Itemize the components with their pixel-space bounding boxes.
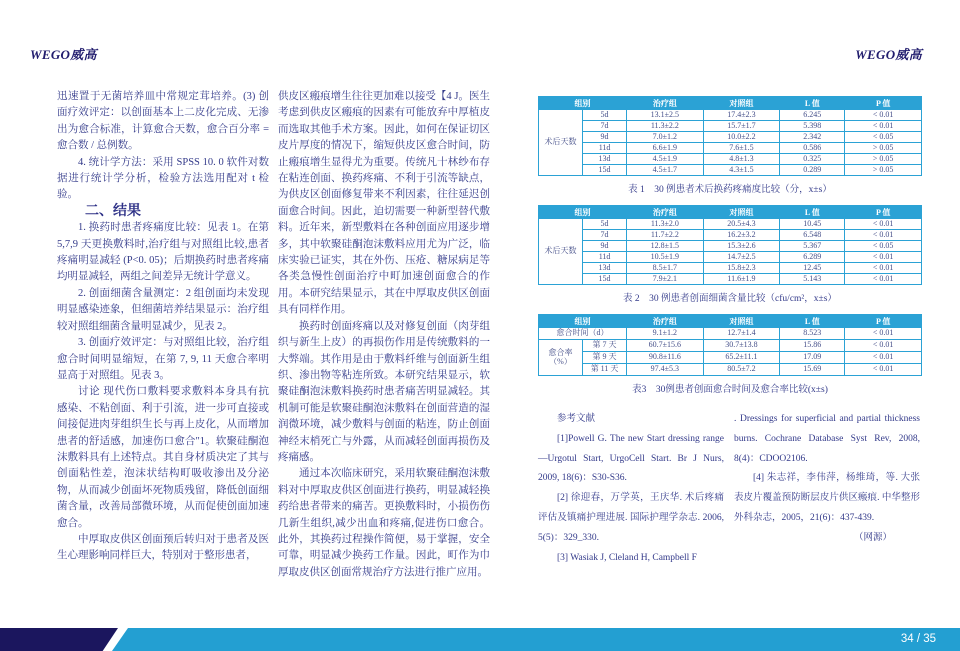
row-label-healing-time: 愈合时间（d）	[539, 328, 627, 340]
table-cell: 15.7±1.7	[703, 121, 780, 132]
table-row	[539, 340, 922, 352]
table-cell: 30.7±13.8	[703, 340, 780, 352]
page-number: 34 / 35	[900, 633, 936, 645]
table-1-header-row	[539, 97, 922, 110]
table-cell: 9d	[583, 241, 627, 252]
table-cell: 11.3±2.2	[627, 121, 704, 132]
table-cell: 15d	[583, 274, 627, 285]
table-cell: < 0.01	[845, 263, 922, 274]
paragraph: 供皮区瘢痕增生往往更加难以接受【4 J。医生考虑到供皮区瘢痕的因素有可能放弃中厚植皮而选取其他手术方案。因此，如何在保证切区皮片厚度的情况下，缩短供皮区愈合时间，防止瘢痕增生显得尤为重要。传统凡十林纱布存在粘连创面、换药疼痛、不利于引流等缺点，为供皮区创面修复带来不利因素，往往延迟创面愈合时间。因此，迫切需要一种新型替代敷料。近年来，新型敷料在各种创面应用逐步增多，其中软聚硅酮泡沫敷料应用尤为广泛，临床实验已证实，其在外伤、压疮、糖尿病足等各类急慢性创面治疗中町加速创面愈合的作用。本研究结果显示，其在中厚取皮供区创面具有同样作用。	[278, 91, 490, 316]
table-cell: 13.1±2.5	[627, 110, 704, 121]
table-cell: < 0.01	[845, 340, 922, 352]
table-cell: < 0.01	[845, 352, 922, 364]
table-cell: 6.6±1.9	[627, 143, 704, 154]
table-cell: 10.45	[780, 219, 845, 230]
table-2-caption: 表 2 30 例患者创面细菌含量比较（cfu/cm²，x±s）	[623, 294, 837, 304]
column-header-l-value: L 值	[780, 97, 845, 110]
paragraph: 迅速置于无菌培养皿中常规定茸培养。(3) 创面疗效评定：以创面基本上二皮化完成、无渗出为愈合标准，计算愈合天数，愈合百分率 = 愈合数 / 总例数。	[57, 91, 269, 152]
references-title: 参考文献	[557, 414, 596, 424]
table-cell: 10.5±1.9	[627, 252, 704, 263]
table-cell: < 0.01	[845, 121, 922, 132]
table-cell: 11.3±2.0	[627, 219, 704, 230]
table-2-header-row	[539, 206, 922, 219]
table-cell: < 0.05	[845, 132, 922, 143]
table-3-caption: 表3 30例患者创面愈合时间及愈合率比较(x±s)	[632, 385, 828, 395]
table-cell: 5.398	[780, 121, 845, 132]
table-cell: > 0.05	[845, 143, 922, 154]
table-cell: 11.7±2.2	[627, 230, 704, 241]
table-cell: < 0.05	[845, 241, 922, 252]
table-cell: 11.6±1.9	[703, 274, 780, 285]
row-group-label-healing-rate: 愈合率（%）	[539, 340, 583, 376]
table-row	[539, 121, 922, 132]
references-section	[538, 410, 922, 568]
column-header-l-value: L 值	[780, 315, 845, 328]
table-cell: 15.69	[780, 364, 845, 376]
table-row	[539, 328, 922, 340]
table-cell: 0.289	[780, 165, 845, 176]
table-cell: > 0.05	[845, 165, 922, 176]
column-header-control: 对照组	[703, 206, 780, 219]
table-cell: 13d	[583, 154, 627, 165]
table-cell: < 0.01	[845, 219, 922, 230]
column-header-l-value: L 值	[780, 206, 845, 219]
table-cell: 6.548	[780, 230, 845, 241]
table-cell: 第 7 天	[583, 340, 627, 352]
table-row	[539, 110, 922, 121]
paragraph: 通过本次临床研究，采用软聚硅酮泡沫敷料对中厚取皮供区创面进行换药，明显减轻换药给患者带来的痛苦。更换敷料时，小损伤伤几新生组织,减少出血和疼痛,促进伤口愈合。此外，其换药过程操作简便，易于掌握，安全可靠，明显减少换药工作量。因此，町作为巾厚取皮供区创面常规治疗方法进行推广应用。	[278, 468, 490, 578]
footer-accent-navy	[0, 628, 118, 651]
table-cell: 4.5±1.9	[627, 154, 704, 165]
right-page	[538, 96, 922, 568]
table-row	[539, 252, 922, 263]
table-row	[539, 241, 922, 252]
reference-item: [2] 徐迎春，万学英，王庆华. 术后疼痛评估及镇痛护理进展. 国际护理学杂志. 2006, 5(5)：329_330.	[538, 493, 724, 543]
table-1-caption: 表 1 30 例患者术后换药疼痛度比较（分，x±s）	[628, 185, 832, 195]
table-cell: 8.523	[780, 328, 845, 340]
table-cell: 12.8±1.5	[627, 241, 704, 252]
table-cell: 20.5±4.3	[703, 219, 780, 230]
table-cell: 15.8±2.3	[703, 263, 780, 274]
table-cell: 5d	[583, 110, 627, 121]
article-column-1	[57, 89, 269, 581]
table-cell: 7d	[583, 230, 627, 241]
reference-item: [4] 朱志祥，李伟萍，杨维琦，等. 大张表皮片覆盖预防断层皮片供区瘢痕. 中华整形外科杂志，2005，21(6)：437-439.	[734, 473, 920, 523]
section-heading-results: 二、结果	[85, 203, 141, 219]
table-row	[539, 143, 922, 154]
reference-item: [1]Powell G. The new Start dressing range—Urgotul Start, UrgoCell Start. Br J Nurs, 2009, 18(6)：S30-S36.	[538, 433, 724, 484]
column-header-p-value: P 值	[845, 315, 922, 328]
table-cell: 65.2±11.1	[703, 352, 780, 364]
table-cell: 15.86	[780, 340, 845, 352]
article-column-2	[278, 89, 490, 581]
table-cell: 13d	[583, 263, 627, 274]
table-cell: 9.1±1.2	[627, 328, 704, 340]
paragraph: 1. 换药时患者疼痛度比较：见表 1。在第5,7,9 天更换敷料时,治疗组与对照组比较,患者疼痛明显减轻 (P<0. 05)；后期换药时患者疼痛均明显减轻，两组之间差异无统计学意义。	[57, 222, 269, 283]
table-cell: 7.6±1.5	[703, 143, 780, 154]
table-cell: 7d	[583, 121, 627, 132]
table-cell: 60.7±15.6	[627, 340, 704, 352]
table-cell: 0.586	[780, 143, 845, 154]
table-cell: 5.367	[780, 241, 845, 252]
table-cell: 80.5±7.2	[703, 364, 780, 376]
row-group-label: 术后天数	[539, 110, 583, 176]
table-3-header-row	[539, 315, 922, 328]
paragraph: 中厚取皮供区创面预后转归对于患者及医生心理影响同样巨大，特别对于整形患者，	[57, 533, 269, 562]
footer-bar	[112, 628, 960, 651]
table-row	[539, 274, 922, 285]
table-cell: 6.289	[780, 252, 845, 263]
table-cell: < 0.01	[845, 110, 922, 121]
source-note: （网源）	[853, 532, 892, 543]
paragraph: 讨论 现代伤口敷料要求敷料本身具有抗感染、不粘创面、利于引流，进一步可直接或间接促进肉芽组织生长与再上皮化，从而增加患者的舒适感，加速伤口愈合"1。软聚硅酮泡沫敷料具有上述特点。其自身材质决定了其与创面粘性差，泡沫状结构町吸收渗出及分泌物，从而减少创面坏死物质残留，降低创面细菌含量，改善局部微环境，从而促使创面加速愈合。	[57, 386, 269, 529]
column-header-treatment: 治疗组	[627, 315, 704, 328]
table-cell: 7.9±2.1	[627, 274, 704, 285]
column-header-group: 组别	[539, 315, 627, 328]
table-row	[539, 132, 922, 143]
table-cell: 90.8±11.6	[627, 352, 704, 364]
table-cell: 第 9 天	[583, 352, 627, 364]
table-cell: 8.5±1.7	[627, 263, 704, 274]
table-2-bacteria-comparison	[538, 205, 922, 285]
table-cell: 14.7±2.5	[703, 252, 780, 263]
wego-logo-left: WEGO威高	[30, 47, 97, 62]
table-1-pain-comparison	[538, 96, 922, 176]
column-header-control: 对照组	[703, 315, 780, 328]
table-cell: 17.4±2.3	[703, 110, 780, 121]
table-cell: < 0.01	[845, 274, 922, 285]
table-cell: 4.5±1.7	[627, 165, 704, 176]
table-cell: 6.245	[780, 110, 845, 121]
table-3-healing-comparison	[538, 314, 922, 376]
table-cell: < 0.01	[845, 328, 922, 340]
table-cell: 9d	[583, 132, 627, 143]
table-row	[539, 352, 922, 364]
table-row	[539, 219, 922, 230]
table-cell: 第 11 天	[583, 364, 627, 376]
table-cell: 17.09	[780, 352, 845, 364]
table-cell: 97.4±5.3	[627, 364, 704, 376]
column-header-group: 组别	[539, 206, 627, 219]
table-cell: < 0.01	[845, 364, 922, 376]
table-row	[539, 165, 922, 176]
paragraph: 4. 统计学方法：采用 SPSS 10. 0 软件对数据进行统计学分析，检验方法选用配对 t 检验。	[57, 156, 269, 201]
column-header-treatment: 治疗组	[627, 97, 704, 110]
table-cell: 15.3±2.6	[703, 241, 780, 252]
column-header-control: 对照组	[703, 97, 780, 110]
references-column-2	[734, 410, 920, 568]
wego-logo-right: WEGO威高	[855, 47, 922, 62]
left-page	[57, 89, 491, 581]
table-cell: 5.143	[780, 274, 845, 285]
table-row	[539, 230, 922, 241]
table-cell: 10.0±2.2	[703, 132, 780, 143]
table-cell: 12.45	[780, 263, 845, 274]
table-cell: 16.2±3.2	[703, 230, 780, 241]
table-cell: 12.7±1.4	[703, 328, 780, 340]
paragraph: 3. 创面疗效评定：与对照组比较，治疗组愈合时间明显缩短，在第 7, 9, 11 天愈合率明显高于对照组。见表 3。	[57, 337, 269, 381]
column-header-p-value: P 值	[845, 97, 922, 110]
table-cell: 5d	[583, 219, 627, 230]
table-cell: > 0.05	[845, 154, 922, 165]
table-row	[539, 154, 922, 165]
table-cell: 11d	[583, 252, 627, 263]
table-cell: 0.325	[780, 154, 845, 165]
table-row	[539, 263, 922, 274]
table-cell: < 0.01	[845, 230, 922, 241]
table-cell: 4.3±1.5	[703, 165, 780, 176]
column-header-group: 组别	[539, 97, 627, 110]
table-cell: 4.8±1.3	[703, 154, 780, 165]
reference-item: . Dressings for superficial and partial thickness burns. Cochrane Database Syst Rev, 2008, 8(4)：CDOO2106.	[734, 414, 920, 464]
table-row	[539, 364, 922, 376]
reference-item: [3] Wasiak J, Cleland H, Campbell F	[557, 552, 697, 563]
paragraph: 2. 创面细菌含量测定：2 组创面均未发现明显感染迹象，但细菌培养结果显示：治疗组较对照组细菌含量明显减少，见表 2。	[57, 287, 269, 332]
references-column-1	[538, 410, 724, 568]
row-group-label: 术后天数	[539, 219, 583, 285]
table-cell: 15d	[583, 165, 627, 176]
table-cell: 7.0±1.2	[627, 132, 704, 143]
table-cell: 11d	[583, 143, 627, 154]
column-header-treatment: 治疗组	[627, 206, 704, 219]
table-cell: 2.342	[780, 132, 845, 143]
table-cell: < 0.01	[845, 252, 922, 263]
column-header-p-value: P 值	[845, 206, 922, 219]
paragraph: 换药时创面疼痛以及对修复创面（肉芽组织与新生上皮）的再损伤作用是传统敷料的一大弊端。其作用是由于敷料纤维与创面新生组织、渗出物等粘连所致。本研究结果显示，软聚硅酮泡沫敷料换药时患者痛苦明显减轻。其机制可能是软聚硅酮泡沫敷料在创面营造的湿润微环境，减少敷料与创面的粘连，防止创面神经末梢死亡与外露，从而减轻创面再损伤及疼痛感。	[278, 320, 490, 463]
